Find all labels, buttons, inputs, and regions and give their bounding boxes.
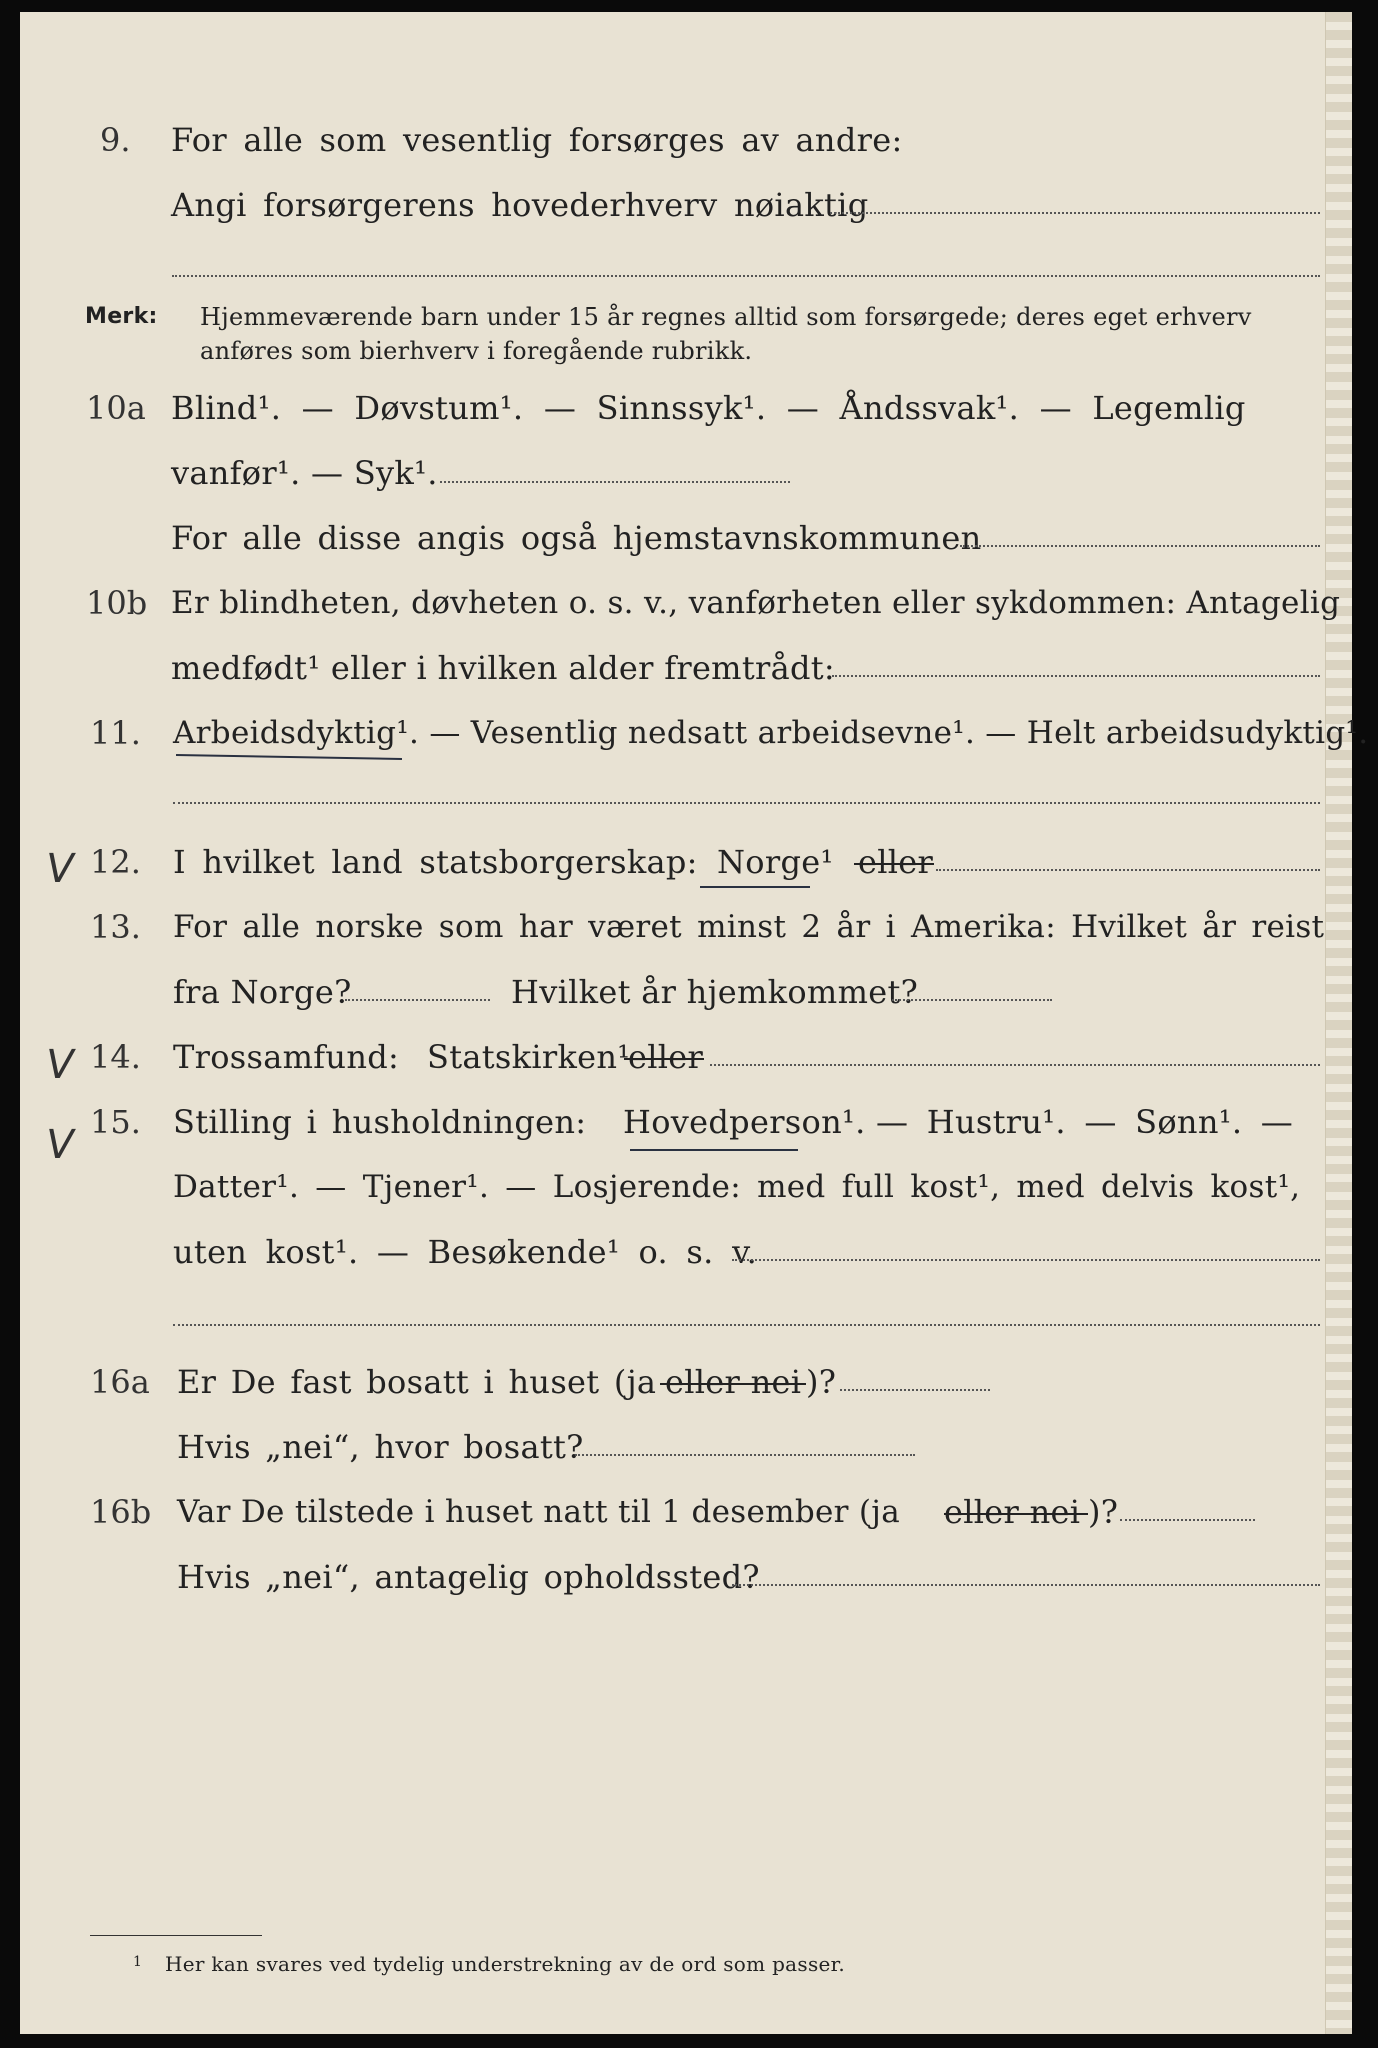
answer-line <box>892 999 1052 1001</box>
answer-line <box>732 1259 1320 1261</box>
strikethrough <box>624 1058 704 1060</box>
strikethrough <box>854 863 934 865</box>
answer-line <box>575 1454 915 1456</box>
question-14-answer: Statskirken¹ <box>427 1038 631 1076</box>
question-16a-struck-words: eller nei <box>665 1363 802 1401</box>
question-14-number: 14. <box>90 1038 141 1076</box>
footnote-text: Her kan svares ved tydelig understrekning av de ord som passer. <box>165 1952 845 1976</box>
question-13-line-1: For alle norske som har været minst 2 år i Amerika: Hvilket år reist <box>173 909 1325 945</box>
question-9-instruction: Angi forsørgerens hovederhverv nøiaktig <box>171 186 869 224</box>
question-16b-close: )? <box>1088 1493 1119 1531</box>
question-11-options: Arbeidsdyktig¹. — Vesentlig nedsatt arbeidsevne¹. — Helt arbeidsudyktig¹. <box>173 715 1369 751</box>
strikethrough <box>660 1383 806 1385</box>
question-15-number: 15. <box>90 1103 141 1141</box>
answer-line <box>173 802 1320 804</box>
question-16a-number: 16a <box>90 1363 150 1401</box>
question-15-options-2: Datter¹. — Tjener¹. — Losjerende: med full kost¹, med delvis kost¹, <box>173 1169 1301 1205</box>
question-13-number: 13. <box>90 908 141 946</box>
question-16b-struck-words: eller nei <box>944 1493 1081 1531</box>
answer-line <box>832 675 1320 677</box>
question-13-return: Hvilket år hjemkommet? <box>511 973 919 1011</box>
torn-paper-edge <box>1325 12 1352 2034</box>
question-10b-line-1: Er blindheten, døvheten o. s. v., vanførheten eller sykdommen: Antagelig <box>171 585 1341 621</box>
footnote-marker: 1 <box>133 1954 143 1970</box>
question-10a-line-3: For alle disse angis også hjemstavnskommunen <box>171 519 982 557</box>
question-16b-text: Var De tilstede i huset natt til 1 desember (ja <box>177 1494 900 1530</box>
question-16a-text: Er De fast bosatt i huset (ja <box>177 1363 657 1401</box>
question-16b-number: 16b <box>90 1493 152 1531</box>
question-12-struck-word: eller <box>858 843 934 881</box>
question-10a-number: 10a <box>86 389 146 427</box>
question-15-options-1: — Hustru¹. — Sønn¹. — <box>876 1103 1294 1141</box>
handwritten-underline <box>630 1149 798 1151</box>
question-14-struck-word: eller <box>628 1038 704 1076</box>
answer-line <box>345 999 490 1001</box>
answer-line <box>840 1389 990 1391</box>
question-16a-followup: Hvis „nei“, hvor bosatt? <box>177 1428 584 1466</box>
handwritten-underline <box>700 886 810 888</box>
question-12-answer-norge: Norge¹ <box>717 843 834 881</box>
note-text-line-1: Hjemmeværende barn under 15 år regnes alltid som forsørgede; deres eget erhverv <box>200 303 1252 331</box>
question-13-departure: fra Norge? <box>173 973 352 1011</box>
question-16a-close: )? <box>806 1363 837 1401</box>
answer-line <box>440 481 790 483</box>
question-10b-line-2: medfødt¹ eller i hvilken alder fremtrådt: <box>171 649 835 687</box>
question-15-text: Stilling i husholdningen: <box>173 1103 587 1141</box>
handwritten-underline <box>176 754 402 760</box>
question-12-number: 12. <box>90 843 141 881</box>
check-mark: V <box>41 846 78 892</box>
answer-line <box>1120 1519 1255 1521</box>
question-15-options-3: uten kost¹. — Besøkende¹ o. s. v. <box>173 1233 758 1271</box>
answer-line <box>710 1064 1320 1066</box>
question-10a-line-1: Blind¹. — Døvstum¹. — Sinnssyk¹. — Åndssvak¹. — Legemlig <box>171 389 1246 427</box>
note-label: Merk: <box>85 304 158 329</box>
question-15-answer: Hovedperson¹. <box>623 1103 866 1141</box>
question-11-number: 11. <box>90 714 141 752</box>
question-9-text: For alle som vesentlig forsørges av andre: <box>171 121 903 159</box>
question-12-text: I hvilket land statsborgerskap: <box>173 843 698 881</box>
note-text-line-2: anføres som bierhverv i foregående rubrikk. <box>200 337 753 365</box>
footnote-rule <box>90 1935 262 1936</box>
check-mark: V <box>41 1042 78 1088</box>
answer-line <box>173 1324 1320 1326</box>
answer-line <box>172 275 1320 277</box>
answer-line <box>936 869 1320 871</box>
answer-line <box>960 545 1320 547</box>
answer-line <box>732 1584 1320 1586</box>
census-form-page <box>20 12 1369 2034</box>
answer-line <box>830 212 1320 214</box>
question-9-number: 9. <box>100 121 131 159</box>
question-14-text: Trossamfund: <box>173 1038 400 1076</box>
question-10b-number: 10b <box>86 584 148 622</box>
check-mark: V <box>41 1122 78 1168</box>
question-10a-line-2: vanfør¹. — Syk¹. <box>171 454 438 492</box>
question-16b-followup: Hvis „nei“, antagelig opholdssted? <box>177 1558 760 1596</box>
strikethrough <box>944 1513 1088 1515</box>
